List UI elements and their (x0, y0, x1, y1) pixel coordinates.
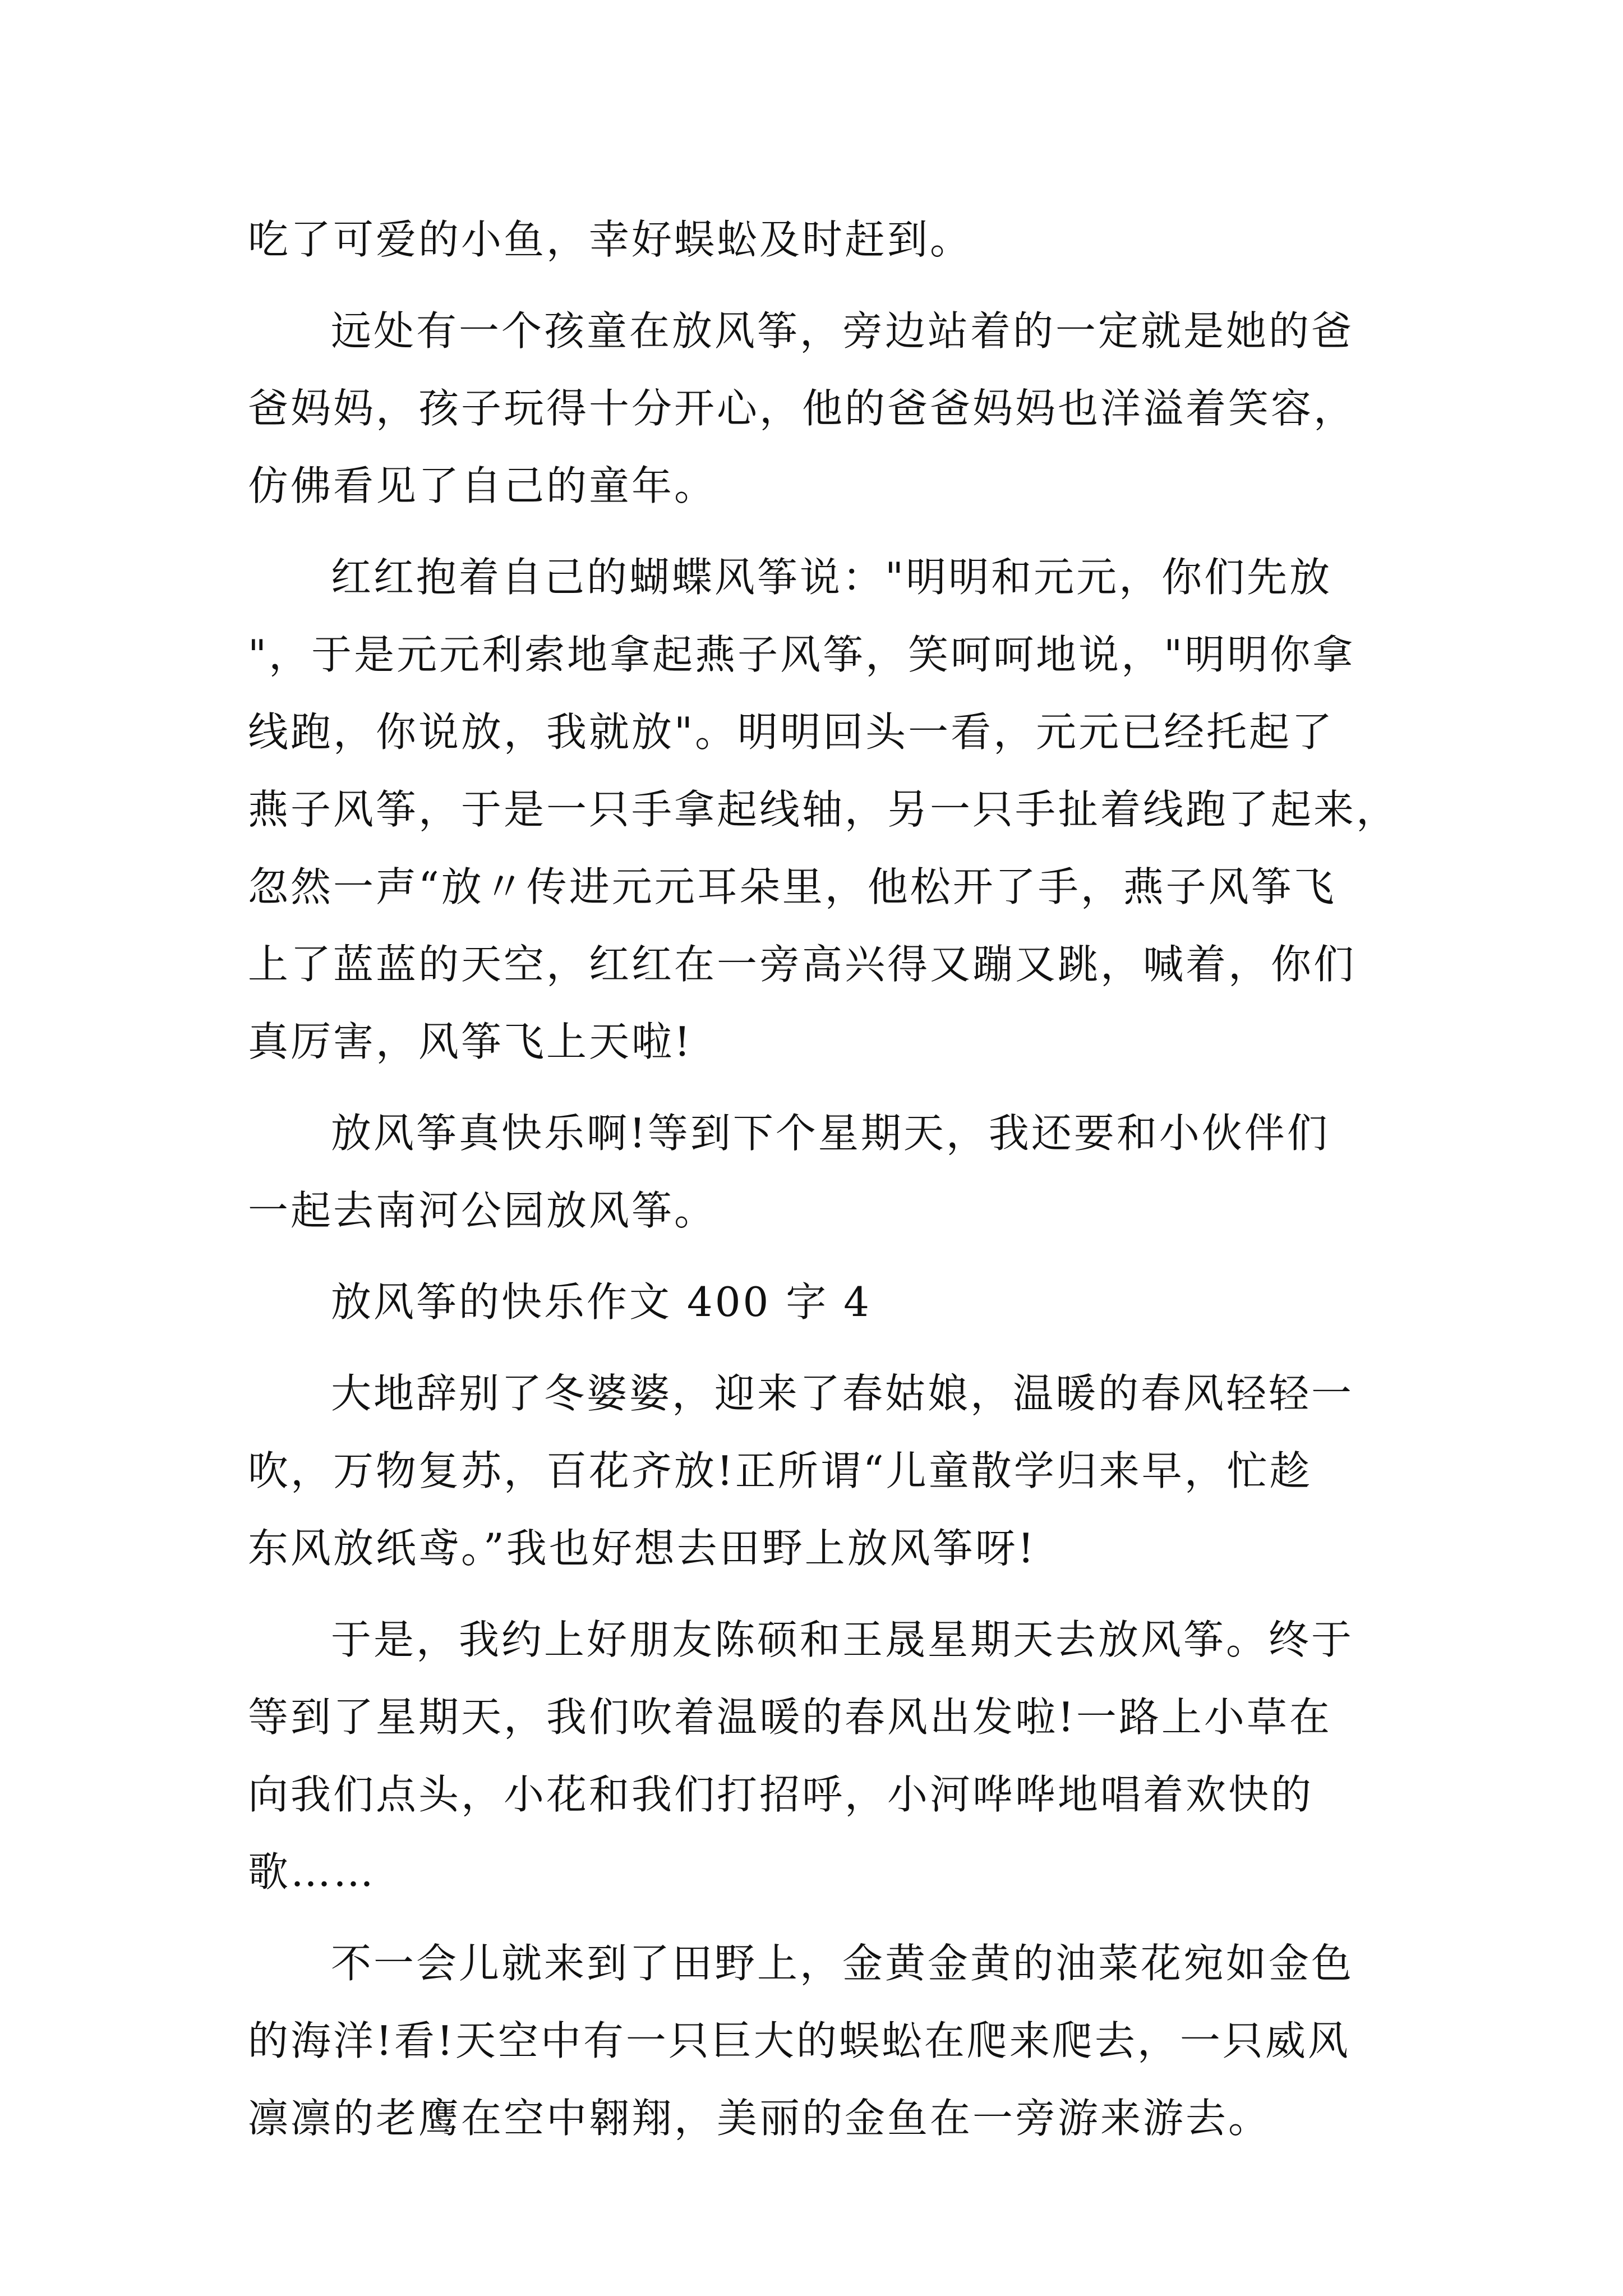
text-line: 凛凛的老鹰在空中翱翔，美丽的金鱼在一旁游来游去。 (248, 2095, 1271, 2142)
text-line: 远处有一个孩童在放风筝，旁边站着的一定就是她的爸 (331, 307, 1354, 355)
text-line: 上了蓝蓝的天空，红红在一旁高兴得又蹦又跳，喊着，你们 (248, 941, 1357, 988)
text-line: 真厉害，风筝飞上天啦! (248, 1018, 693, 1065)
paragraph (248, 292, 1392, 524)
text-line: 的海洋!看!天空中有一只巨大的蜈蚣在爬来爬去，一只威风 (248, 2017, 1350, 2064)
text-line: 吃了可爱的小鱼，幸好蜈蚣及时赶到。 (248, 216, 973, 263)
section-heading (248, 1263, 1392, 1341)
text-line: 放风筝真快乐啊!等到下个星期天，我还要和小伙伴们 (331, 1110, 1330, 1157)
paragraph (248, 1601, 1392, 1911)
heading-line: 放风筝的快乐作文 400 字 4 (331, 1278, 872, 1326)
text-line: 于是，我约上好朋友陈硕和王晟星期天去放风筝。终于 (331, 1616, 1354, 1663)
text-line: 爸妈妈，孩子玩得十分开心，他的爸爸妈妈也洋溢着笑容， (248, 385, 1357, 432)
paragraph (248, 1094, 1392, 1249)
paragraph (248, 1925, 1392, 2157)
document-body (248, 201, 1399, 2157)
text-line: 仿佛看见了自己的童年。 (248, 462, 717, 509)
text-line: 大地辞别了冬婆婆，迎来了春姑娘，温暖的春风轻轻一 (331, 1370, 1354, 1417)
paragraph (248, 1355, 1392, 1587)
paragraph (248, 201, 1392, 278)
text-line: 吹，万物复苏，百花齐放!正所谓“儿童散学归来早，忙趁 (248, 1447, 1312, 1494)
text-line: 线跑，你说放，我就放"。明明回头一看，元元已经托起了 (248, 708, 1335, 756)
text-line: 向我们点头，小花和我们打招呼，小河哗哗地唱着欢快的 (248, 1771, 1314, 1818)
paragraph (248, 539, 1399, 1080)
text-line: 忽然一声“放〃传进元元耳朵里，他松开了手，燕子风筝飞 (248, 863, 1336, 910)
text-line: 等到了星期天，我们吹着温暖的春风出发啦!一路上小草在 (248, 1694, 1332, 1741)
text-line: 歌…… (248, 1848, 376, 1895)
text-line: 红红抱着自己的蝴蝶风筝说："明明和元元，你们先放 (331, 554, 1332, 601)
text-line: 不一会儿就来到了田野上，金黄金黄的油菜花宛如金色 (331, 1940, 1354, 1987)
text-line: 燕子风筝，于是一只手拿起线轴，另一只手扯着线跑了起来， (248, 786, 1399, 833)
text-line: 一起去南河公园放风筝。 (248, 1187, 717, 1234)
text-line: 东风放纸鸢。”我也好想去田野上放风筝呀! (248, 1525, 1036, 1572)
text-line: "，于是元元利索地拿起燕子风筝，笑呵呵地说，"明明你拿 (248, 631, 1355, 678)
